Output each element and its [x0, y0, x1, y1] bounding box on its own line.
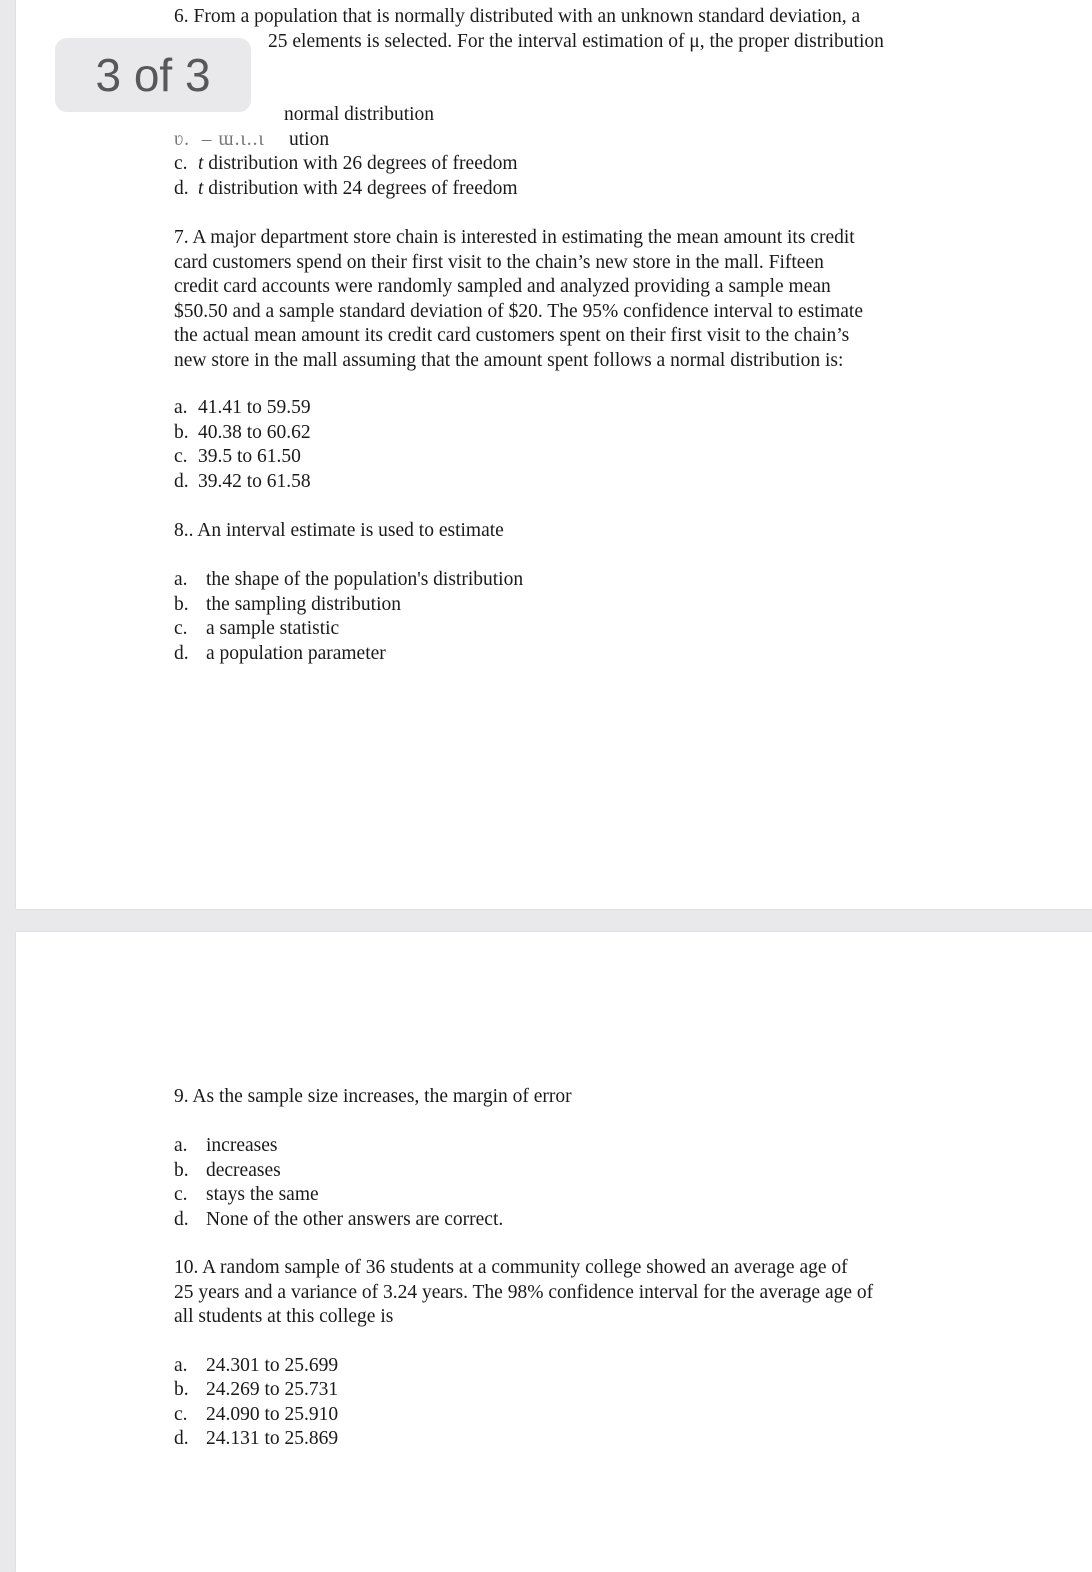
q9-stem: 9. As the sample size increases, the margin of error — [174, 1086, 572, 1107]
q6-option-b-partial: ʋ. – ɯ.ɩ..ɩ ution — [174, 129, 330, 150]
q10-line-2: 25 years and a variance of 3.24 years. The 98% confidence interval for the average age of — [174, 1282, 874, 1303]
q9-option-d: d. None of the other answers are correct. — [174, 1209, 504, 1230]
q9-option-b: b. decreases — [174, 1160, 281, 1181]
q9-option-a: a. increases — [174, 1135, 278, 1156]
page-indicator: 3 of 3 — [55, 38, 251, 112]
q10-option-a: a. 24.301 to 25.699 — [174, 1355, 339, 1376]
q7-option-a: a. 41.41 to 59.59 — [174, 397, 311, 418]
q6-option-a-partial: normal distribution — [284, 104, 435, 125]
q8-option-a: a. the shape of the population's distribution — [174, 569, 524, 590]
q6-line-2: 25 elements is selected. For the interval estimation of μ, the proper distribution — [268, 31, 884, 52]
q7-line-3: credit card accounts were randomly sampled and analyzed providing a sample mean — [174, 276, 831, 297]
document-page-1 — [16, 0, 1092, 909]
q7-line-1: 7. A major department store chain is interested in estimating the mean amount its credit — [174, 227, 855, 248]
q8-option-d: d. a population parameter — [174, 643, 386, 664]
q6-option-c: c. t distribution with 26 degrees of freedom — [174, 153, 518, 174]
q7-line-4: $50.50 and a sample standard deviation of $20. The 95% confidence interval to estimate — [174, 301, 863, 322]
q7-line-5: the actual mean amount its credit card customers spent on their first visit to the chain’s — [174, 325, 850, 346]
q7-option-b: b. 40.38 to 60.62 — [174, 422, 311, 443]
q6-option-d: d. t distribution with 24 degrees of freedom — [174, 178, 518, 199]
document-page-2 — [16, 932, 1092, 1572]
q6-line-1: 6. From a population that is normally distributed with an unknown standard deviation, a — [174, 6, 861, 27]
q7-line-6: new store in the mall assuming that the amount spent follows a normal distribution is: — [174, 350, 844, 371]
q9-option-c: c. stays the same — [174, 1184, 319, 1205]
q8-option-b: b. the sampling distribution — [174, 594, 401, 615]
q7-option-c: c. 39.5 to 61.50 — [174, 446, 301, 467]
q10-option-d: d. 24.131 to 25.869 — [174, 1428, 339, 1449]
q10-option-c: c. 24.090 to 25.910 — [174, 1404, 339, 1425]
q8-stem: 8.. An interval estimate is used to estimate — [174, 520, 504, 541]
q10-line-1: 10. A random sample of 36 students at a community college showed an average age of — [174, 1257, 848, 1278]
q10-line-3: all students at this college is — [174, 1306, 394, 1327]
q7-option-d: d. 39.42 to 61.58 — [174, 471, 311, 492]
q7-line-2: card customers spend on their first visit to the chain’s new store in the mall. Fifteen — [174, 252, 824, 273]
q10-option-b: b. 24.269 to 25.731 — [174, 1379, 339, 1400]
q8-option-c: c. a sample statistic — [174, 618, 340, 639]
